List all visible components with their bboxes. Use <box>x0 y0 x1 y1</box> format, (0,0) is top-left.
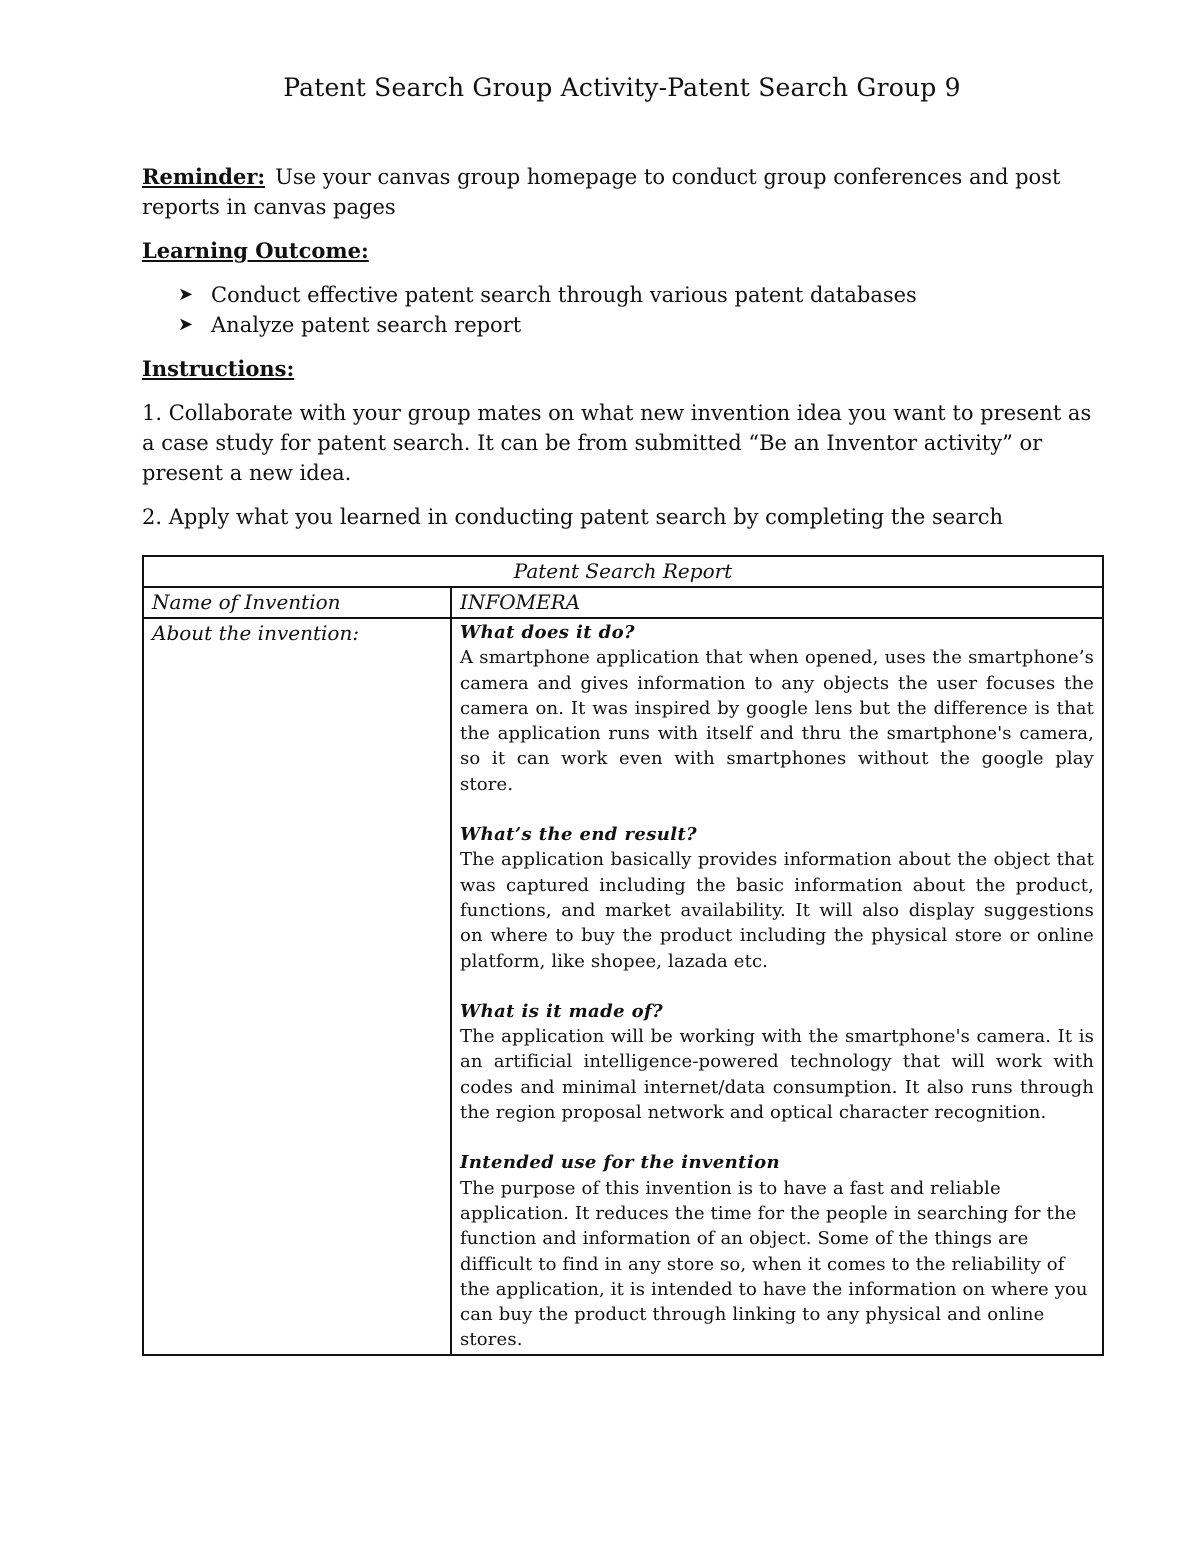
section-text: The application basically provides information about the object that was captured including the basic information about the product, functions, and market availability. It will also display suggestions on where to buy the product including the physical store or online platform, like shopee, lazada etc. <box>460 849 1094 972</box>
section-heading: What is it made of? <box>460 1000 664 1022</box>
name-of-invention-label: Name of Invention <box>143 587 451 618</box>
name-of-invention-value: INFOMERA <box>451 587 1103 618</box>
arrowhead-bullet-icon: ➤ <box>178 314 194 335</box>
section-text: The application will be working with the smartphone's camera. It is an artificial intelligence-powered technology that will work with codes and minimal internet/data consumption. It also runs through the region proposal network and optical character recognition. <box>460 1026 1094 1124</box>
section-text: The purpose of this invention is to have a fast and reliable application. It reduces the time for the people in searching for the function and information of an object. Some of the things are difficult to find in any store so, when it comes to the reliability of the application, it is intended to have the information on where you can buy the product through linking to any physical and online stores. <box>460 1177 1088 1351</box>
learning-outcome-list <box>142 280 1106 340</box>
learning-outcome-item: Analyze patent search report <box>211 313 522 337</box>
section-heading: What’s the end result? <box>460 824 698 846</box>
table-row <box>143 618 1103 1355</box>
document-title: Patent Search Group Activity-Patent Search Group 9 <box>283 73 961 102</box>
instruction-step-1: 1. Collaborate with your group mates on what new invention idea you want to present as a case study for patent search. It can be from submitted “Be an Inventor activity” or present a new idea. <box>142 401 1092 485</box>
instruction-step-2: 2. Apply what you learned in conducting patent search by completing the search <box>142 505 1003 529</box>
report-title: Patent Search Report <box>143 556 1103 587</box>
about-invention-label: About the invention: <box>143 618 451 1355</box>
section-text: A smartphone application that when opened, uses the smartphone’s camera and gives information to any objects the user focuses the camera on. It was inspired by google lens but the difference is that the application runs with itself and thru the smartphone's camera, so it can work even with smartphones without the google play store. <box>460 647 1094 795</box>
about-invention-content <box>451 618 1103 1355</box>
reminder-label: Reminder: <box>142 164 266 189</box>
reminder-text: Use your canvas group homepage to conduct group conferences and post reports in canvas pages <box>142 165 1061 219</box>
reminder-paragraph <box>142 162 1106 222</box>
patent-search-report-table <box>142 555 1104 1356</box>
learning-outcome-item: Conduct effective patent search through various patent databases <box>211 283 917 307</box>
section-heading: What does it do? <box>460 622 635 643</box>
table-row <box>143 587 1103 618</box>
list-item <box>178 280 1106 310</box>
document-body <box>142 162 1106 546</box>
arrowhead-bullet-icon: ➤ <box>178 284 194 305</box>
list-item <box>178 310 1106 340</box>
learning-outcome-heading: Learning Outcome: <box>142 238 369 263</box>
section-heading: Intended use for the invention <box>460 1152 780 1174</box>
table-row <box>143 556 1103 587</box>
instructions-heading: Instructions: <box>142 356 295 381</box>
